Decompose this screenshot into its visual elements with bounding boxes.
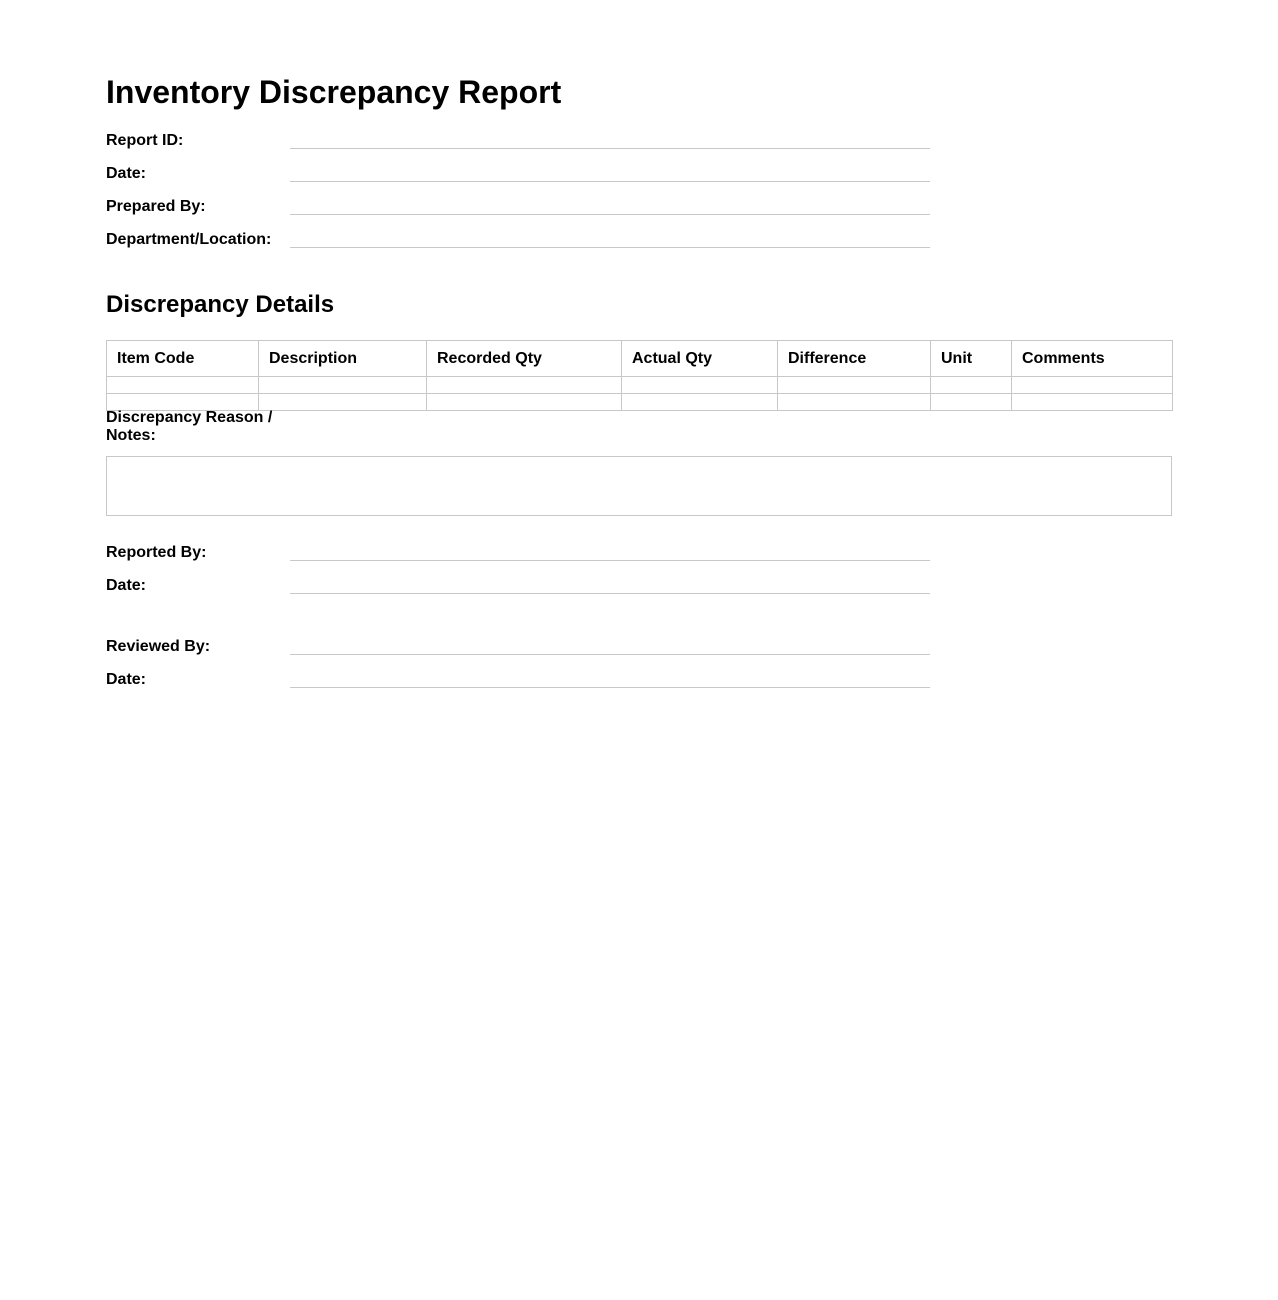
table-header-row [107, 341, 1173, 377]
reported-date-label: Date: [106, 577, 147, 594]
reported-by-input[interactable] [290, 545, 930, 561]
column-header-unit: Unit [931, 341, 1012, 377]
department-row [106, 230, 930, 263]
reviewed-by-label: Reviewed By: [106, 638, 211, 655]
table-cell-actual-qty[interactable] [622, 394, 778, 411]
table-cell-description[interactable] [259, 377, 427, 394]
column-header-actual-qty: Actual Qty [622, 341, 778, 377]
table-cell-recorded-qty[interactable] [427, 377, 622, 394]
report-id-input[interactable] [290, 133, 930, 149]
section-title-details: Discrepancy Details [106, 291, 335, 318]
column-header-recorded-qty: Recorded Qty [427, 341, 622, 377]
table-cell-item-code[interactable] [107, 377, 259, 394]
date-label: Date: [106, 165, 147, 182]
table-row [107, 377, 1173, 394]
column-header-comments: Comments [1012, 341, 1173, 377]
page-title: Inventory Discrepancy Report [106, 74, 562, 110]
table-cell-unit[interactable] [931, 377, 1012, 394]
reported-date-input[interactable] [290, 578, 930, 594]
table-cell-recorded-qty[interactable] [427, 394, 622, 411]
column-header-description: Description [259, 341, 427, 377]
date-row [106, 164, 930, 197]
reviewed-date-label: Date: [106, 671, 147, 688]
table-cell-item-code[interactable] [107, 394, 259, 411]
table-cell-unit[interactable] [931, 394, 1012, 411]
column-header-item-code: Item Code [107, 341, 259, 377]
table-cell-comments[interactable] [1012, 394, 1173, 411]
table-cell-comments[interactable] [1012, 377, 1173, 394]
reviewed-date-row [106, 670, 930, 703]
department-label: Department/Location: [106, 231, 272, 248]
table-cell-difference[interactable] [778, 377, 931, 394]
table-cell-actual-qty[interactable] [622, 377, 778, 394]
department-input[interactable] [290, 232, 930, 248]
report-id-row [106, 131, 930, 164]
reported-by-row [106, 543, 930, 576]
reviewed-by-row [106, 637, 930, 670]
column-header-difference: Difference [778, 341, 931, 377]
reviewed-date-input[interactable] [290, 672, 930, 688]
table-cell-difference[interactable] [778, 394, 931, 411]
prepared-by-label: Prepared By: [106, 198, 206, 215]
reported-date-row [106, 576, 930, 609]
report-id-label: Report ID: [106, 132, 184, 149]
table-row [107, 394, 1173, 411]
prepared-by-row [106, 197, 930, 230]
notes-textarea[interactable] [106, 456, 1172, 516]
notes-label: Discrepancy Reason / Notes: [106, 409, 273, 444]
date-input[interactable] [290, 166, 930, 182]
reviewed-by-input[interactable] [290, 639, 930, 655]
table-cell-description[interactable] [259, 394, 427, 411]
reported-by-label: Reported By: [106, 544, 207, 561]
discrepancy-table [106, 340, 1173, 411]
prepared-by-input[interactable] [290, 199, 930, 215]
